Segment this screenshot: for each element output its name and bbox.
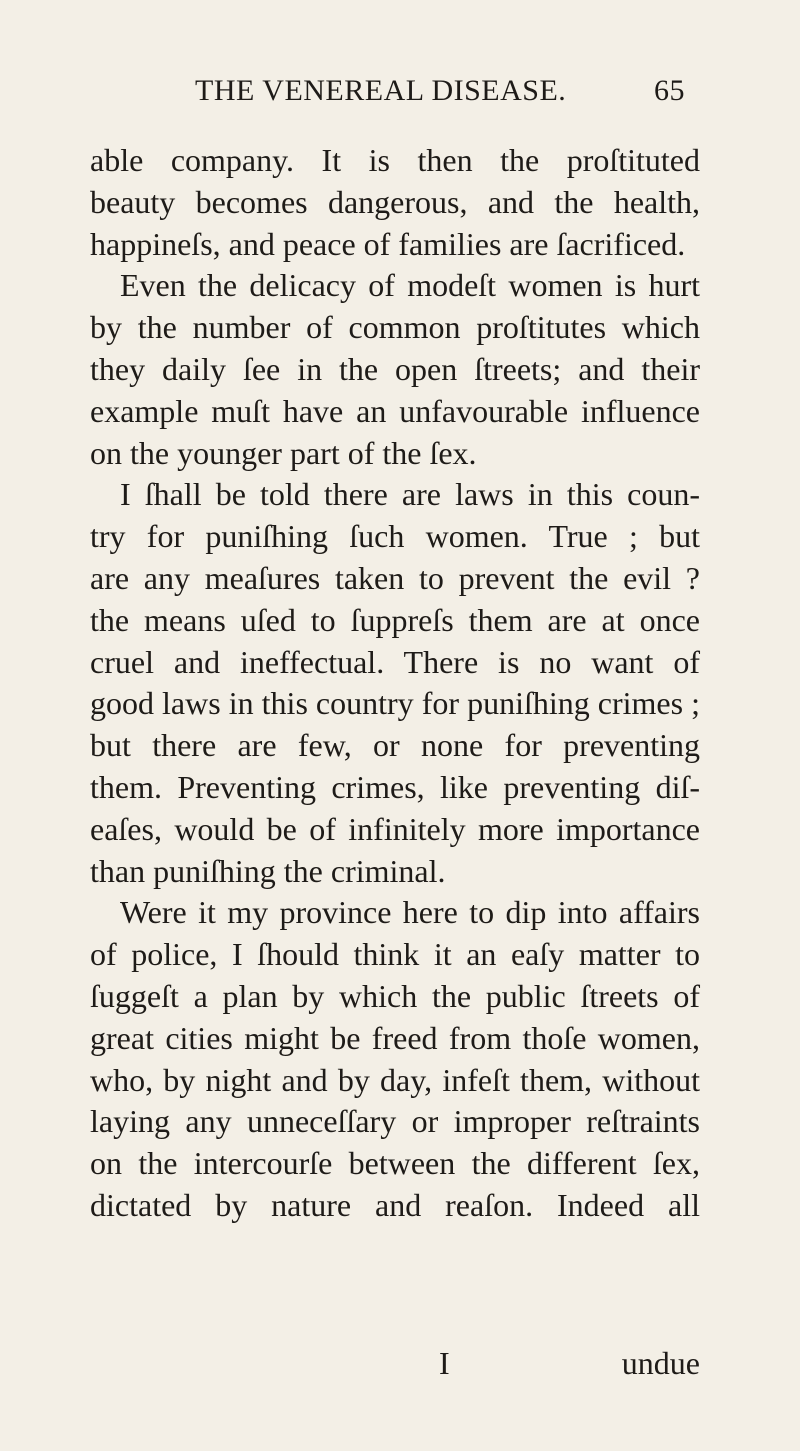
- text-line: able company. It is then the proſtituted: [90, 142, 700, 178]
- text-line: the means uſed to ſuppreſs them are at once: [90, 601, 700, 638]
- text-line: beauty becomes dangerous, and the health,: [90, 183, 700, 220]
- signature-mark: I: [439, 1345, 450, 1381]
- text-line: are any meaſures taken to prevent the evil ?: [90, 559, 700, 596]
- text-line: by the number of common proſtitutes which: [90, 309, 700, 346]
- text-line: laying any unneceſſary or improper reſtraints: [90, 1103, 700, 1140]
- text-line: cruel and ineffectual. There is no want of: [90, 643, 700, 680]
- text-line: good laws in this country for puniſhing crimes ;: [90, 685, 700, 722]
- body-text: [90, 140, 700, 1227]
- text-line: example muſt have an unfavourable influence: [90, 392, 700, 429]
- text-line: happineſs, and peace of families are ſacrificed.: [90, 225, 686, 262]
- running-header: [195, 74, 685, 118]
- text-line: on the younger part of the ſex.: [90, 434, 477, 471]
- text-line: Were it my province here to dip into affairs: [120, 894, 700, 931]
- text-line: ſuggeſt a plan by which the public ſtreets of: [90, 977, 700, 1014]
- text-line: than puniſhing the criminal.: [90, 852, 446, 889]
- text-line: on the intercourſe between the different ſex,: [90, 1145, 700, 1182]
- text-line: great cities might be freed from thoſe women,: [90, 1019, 700, 1056]
- text-line: Even the delicacy of modeſt women is hurt: [120, 267, 700, 304]
- catchword: undue: [621, 1345, 700, 1381]
- running-title: THE VENEREAL DISEASE.: [195, 74, 567, 107]
- text-line: try for puniſhing ſuch women. True ; but: [90, 518, 700, 555]
- text-line: them. Preventing crimes, like preventing diſ-: [90, 768, 700, 805]
- text-line: but there are few, or none for preventing: [90, 727, 700, 764]
- text-line: they daily ſee in the open ſtreets; and their: [90, 350, 700, 387]
- text-line: I ſhall be told there are laws in this coun-: [120, 476, 700, 513]
- text-line: eaſes, would be of infinitely more importance: [90, 810, 700, 847]
- text-line: who, by night and by day, infeſt them, without: [90, 1061, 700, 1098]
- text-line: dictated by nature and reaſon. Indeed all: [90, 1186, 700, 1223]
- page-number: 65: [654, 74, 685, 107]
- page-footer: [90, 1342, 700, 1384]
- text-line: of police, I ſhould think it an eaſy matter to: [90, 936, 700, 973]
